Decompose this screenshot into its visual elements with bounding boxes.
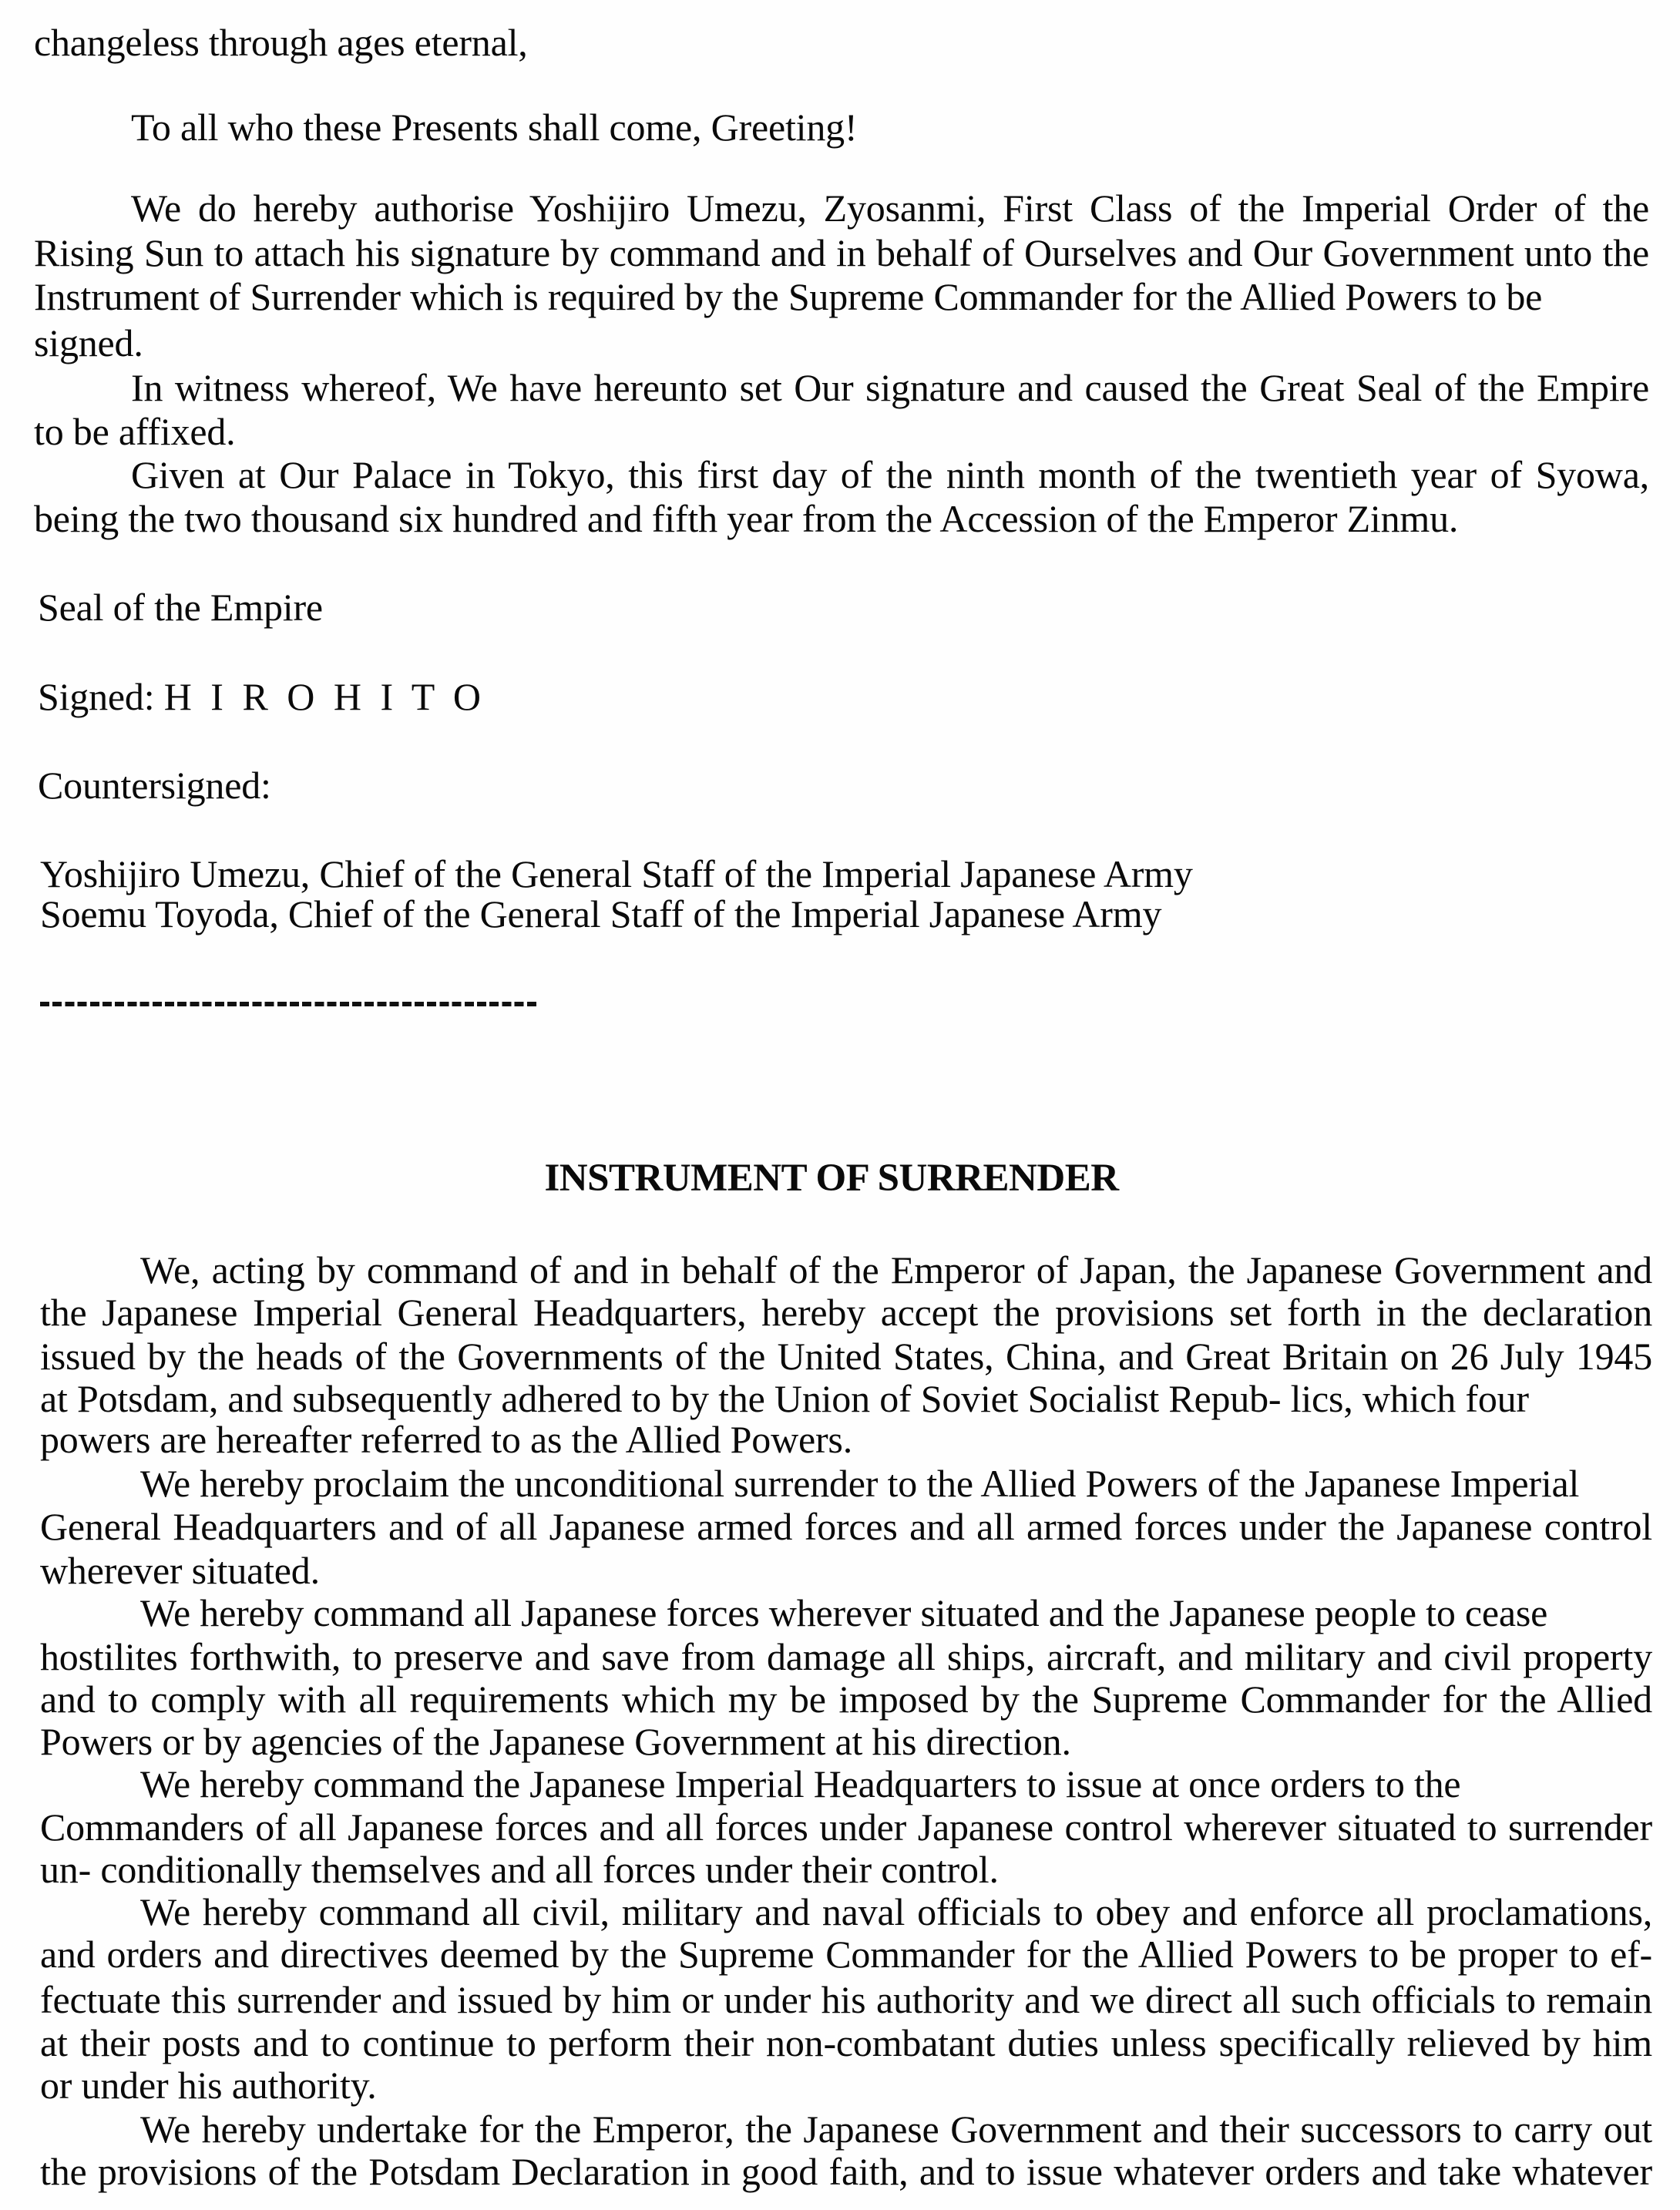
signed-label: Signed: (38, 675, 155, 718)
countersignatory: Yoshijiro Umezu, Chief of the General Staff of the Imperial Japanese Army (40, 852, 1193, 895)
text-line: We hereby command the Japanese Imperial Headquarters to issue at once orders to the (140, 1762, 1461, 1805)
text-line: fectuate this surrender and issued by him or under his authority and we direct all such officials to remain (40, 1979, 1652, 2021)
text-line: Instrument of Surrender which is required by the Supreme Commander for the Allied Powers to be (34, 275, 1543, 318)
seal-label: Seal of the Empire (38, 586, 323, 629)
text-line: issued by the heads of the Governments of the United States, China, and Great Britain on 26 July 1945 (40, 1335, 1652, 1378)
text-line: at Potsdam, and subsequently adhered to by the Union of Soviet Socialist Repub- lics, which four (40, 1377, 1529, 1420)
instrument-title-text: INSTRUMENT OF SURRENDER (544, 1157, 1119, 1200)
text-line: un- conditionally themselves and all forces under their control. (40, 1848, 999, 1891)
rescript-greeting: To all who these Presents shall come, Greeting! (131, 106, 858, 149)
signature-line (38, 676, 486, 718)
countersignatory: Soemu Toyoda, Chief of the General Staff of the Imperial Japanese Army (40, 892, 1162, 935)
text-line: We do hereby authorise Yoshijiro Umezu, Zyosanmi, First Class of the Imperial Order of the (131, 187, 1649, 230)
text-line: Powers or by agencies of the Japanese Government at his direction. (40, 1720, 1071, 1763)
text-line: General Headquarters and of all Japanese armed forces and all armed forces under the Japanese control (40, 1506, 1652, 1548)
text-line: Rising Sun to attach his signature by command and in behalf of Ourselves and Our Government unto the (34, 232, 1649, 274)
text-line: and to comply with all requirements which my be imposed by the Supreme Commander for the Allied (40, 1678, 1652, 1721)
countersigned-label: Countersigned: (38, 764, 271, 807)
text-line: at their posts and to continue to perform their non-combatant duties unless specifically relieved by him (40, 2022, 1652, 2064)
dashed-separator (40, 1002, 539, 1006)
text-line: signed. (34, 321, 143, 364)
separator-text (40, 1002, 41, 1003)
text-line: We hereby command all Japanese forces wherever situated and the Japanese people to cease (140, 1591, 1548, 1634)
text-line: being the two thousand six hundred and fifth year from the Accession of the Emperor Zinmu. (34, 497, 1459, 540)
signed-name: H I R O H I T O (163, 675, 486, 718)
text-line: Commanders of all Japanese forces and all forces under Japanese control wherever situated to surrender (40, 1806, 1652, 1849)
text-line: wherever situated. (40, 1549, 320, 1592)
rescript-opening: changeless through ages eternal, (34, 21, 528, 64)
text-line: Given at Our Palace in Tokyo, this first day of the ninth month of the twentieth year of Syowa, (131, 454, 1649, 496)
instrument-title (0, 1157, 1680, 1200)
text-line: We hereby proclaim the unconditional surrender to the Allied Powers of the Japanese Imperial (140, 1462, 1580, 1505)
text-line: the Japanese Imperial General Headquarters, hereby accept the provisions set forth in the declaration (40, 1291, 1652, 1334)
text-line: hostilites forthwith, to preserve and save from damage all ships, aircraft, and military and civil property (40, 1636, 1652, 1678)
text-line: to be affixed. (34, 410, 236, 453)
text-line: or under his authority. (40, 2064, 377, 2107)
text-line: We hereby undertake for the Emperor, the Japanese Government and their successors to carry out (140, 2108, 1652, 2151)
text-line: We hereby command all civil, military and naval officials to obey and enforce all proclamations, (140, 1891, 1652, 1933)
text-line: and orders and directives deemed by the Supreme Commander for the Allied Powers to be proper to ef- (40, 1933, 1652, 1976)
text-line: powers are hereafter referred to as the Allied Powers. (40, 1418, 852, 1461)
text-line: the provisions of the Potsdam Declaration in good faith, and to issue whatever orders and take whatever (40, 2151, 1652, 2193)
text-line: In witness whereof, We have hereunto set Our signature and caused the Great Seal of the Empire (131, 367, 1649, 409)
text-line: We, acting by command of and in behalf of the Emperor of Japan, the Japanese Government and (140, 1249, 1652, 1291)
